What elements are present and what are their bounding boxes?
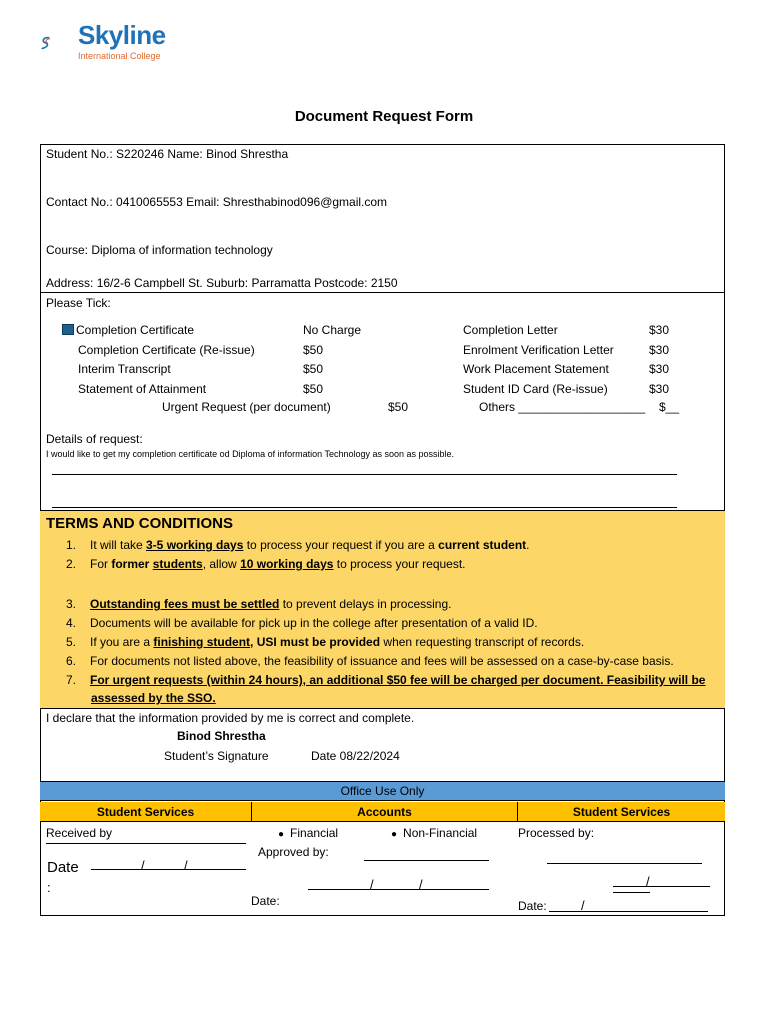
divider [40, 292, 725, 293]
price-urgent-request: $50 [388, 400, 409, 414]
term-text: It will take [90, 538, 147, 552]
term-text: For documents not listed above, the feasibility of issuance and fees will be assessed on a case-by-case basis. [90, 654, 674, 668]
processed-by-line[interactable] [547, 863, 702, 864]
date-slash: / [370, 877, 374, 892]
term-text: current student [438, 538, 527, 552]
accounts-date-label: Date: [251, 894, 280, 908]
term-text: to process your request if you are a [243, 538, 439, 552]
address: Address: 16/2-6 Campbell St. Suburb: Parramatta Postcode: 2150 [46, 276, 398, 290]
term-text: to process your request. [333, 557, 466, 571]
term-text: , allow [202, 557, 241, 571]
completion-certificate-checkbox[interactable] [62, 324, 74, 335]
term-2 [66, 557, 466, 571]
form-title: Document Request Form [294, 108, 474, 125]
item-statement-of-attainment: Statement of Attainment [78, 382, 207, 396]
date-slash: / [581, 898, 585, 913]
term-number: 6. [66, 654, 77, 668]
dept-student-services: Student Services [40, 802, 252, 822]
term-7 [66, 673, 705, 687]
details-line [52, 474, 677, 475]
term-text: to prevent delays in processing. [279, 597, 452, 611]
price-others: $__ [659, 400, 680, 414]
bullet-icon: ● [391, 829, 398, 840]
price-statement-of-attainment: $50 [303, 382, 324, 396]
declaration-name: Binod Shrestha [177, 729, 266, 743]
date-slash: / [184, 858, 188, 873]
price-completion-certificate-reissue: $50 [303, 343, 324, 357]
item-completion-letter: Completion Letter [463, 323, 558, 337]
student-number-name: Student No.: S220246 Name: Binod Shrestha [46, 147, 289, 161]
term-3 [66, 597, 451, 611]
term-text: 10 working days [240, 557, 334, 571]
price-work-placement: $30 [649, 362, 670, 376]
term-text: finishing student [153, 635, 251, 649]
divider [40, 708, 725, 709]
term-text: If you are a [90, 635, 154, 649]
details-label: Details of request: [46, 432, 143, 446]
received-date-colon: : [47, 880, 51, 895]
received-date-label: Date [47, 859, 79, 876]
term-1 [66, 538, 530, 552]
bullet-icon: ● [278, 829, 285, 840]
approved-by-line[interactable] [364, 860, 489, 861]
term-number: 3. [66, 597, 77, 611]
term-text: when requesting transcript of records. [380, 635, 585, 649]
services-date-line[interactable] [549, 911, 708, 912]
logo-subtitle: International College [78, 51, 161, 61]
financial-option[interactable] [278, 826, 338, 840]
dept-accounts: Accounts [252, 802, 518, 822]
term-4 [66, 616, 538, 630]
non-financial-label: Non-Financial [403, 826, 478, 840]
term-number: 1. [66, 538, 77, 552]
contact-email: Contact No.: 0410065553 Email: Shresthabinod096@gmail.com [46, 195, 388, 209]
date-slash: / [141, 858, 145, 873]
term-text: Documents will be available for pick up in the college after presentation of a valid ID. [90, 616, 538, 630]
term-text: , USI must be provided [250, 635, 381, 649]
received-by-line[interactable] [46, 843, 246, 844]
price-student-id-card: $30 [649, 382, 670, 396]
signature-label: Student’s Signature [164, 749, 269, 763]
details-text: I would like to get my completion certificate od Diploma of information Technology as soon as possible. [46, 449, 455, 459]
term-7-continued [91, 691, 216, 705]
date-slash: / [419, 877, 423, 892]
term-text: assessed by the SSO. [91, 691, 216, 705]
course: Course: Diploma of information technology [46, 243, 273, 257]
item-enrolment-verification: Enrolment Verification Letter [463, 343, 614, 357]
processed-by-label: Processed by: [518, 826, 595, 840]
item-completion-certificate: Completion Certificate [76, 323, 195, 337]
details-line [52, 507, 677, 508]
price-completion-certificate: No Charge [303, 323, 362, 337]
services-date-label: Date: [518, 899, 547, 913]
item-others: Others ___________________ [479, 400, 646, 414]
term-number: 2. [66, 557, 77, 571]
term-text: Outstanding fees must be settled [90, 597, 280, 611]
item-student-id-card: Student ID Card (Re-issue) [463, 382, 608, 396]
non-financial-option[interactable] [391, 826, 477, 840]
services-line [613, 892, 650, 893]
approved-by-label: Approved by: [258, 845, 329, 859]
term-text: For urgent requests (within 24 hours), an additional $50 fee will be charged per document. Feasibility will be [90, 673, 706, 687]
price-interim-transcript: $50 [303, 362, 324, 376]
item-work-placement: Work Placement Statement [463, 362, 609, 376]
terms-title: TERMS AND CONDITIONS [46, 515, 233, 532]
item-urgent-request: Urgent Request (per document) [162, 400, 331, 414]
term-text: For [90, 557, 112, 571]
term-text: students [152, 557, 203, 571]
price-completion-letter: $30 [649, 323, 670, 337]
term-6 [66, 654, 674, 668]
item-interim-transcript: Interim Transcript [78, 362, 171, 376]
term-text: . [526, 538, 530, 552]
logo-name: Skyline [78, 20, 166, 50]
college-logo-icon [40, 20, 80, 66]
term-5 [66, 635, 584, 649]
term-number: 5. [66, 635, 77, 649]
please-tick-label: Please Tick: [46, 296, 111, 310]
date-slash: / [646, 874, 650, 889]
term-number: 7. [66, 673, 77, 687]
accounts-date-line[interactable] [308, 889, 489, 890]
received-date-line[interactable] [91, 869, 246, 870]
term-text: 3-5 working days [146, 538, 244, 552]
item-completion-certificate-reissue: Completion Certificate (Re-issue) [78, 343, 255, 357]
received-by-label: Received by [46, 826, 113, 840]
declaration-date: Date 08/22/2024 [311, 749, 400, 763]
office-use-title: Office Use Only [340, 784, 425, 798]
declaration-text: I declare that the information provided by me is correct and complete. [46, 711, 415, 725]
financial-label: Financial [290, 826, 339, 840]
dept-student-services-2: Student Services [518, 802, 725, 822]
price-enrolment-verification: $30 [649, 343, 670, 357]
term-text: former [111, 557, 153, 571]
services-line[interactable] [613, 886, 710, 887]
term-number: 4. [66, 616, 77, 630]
